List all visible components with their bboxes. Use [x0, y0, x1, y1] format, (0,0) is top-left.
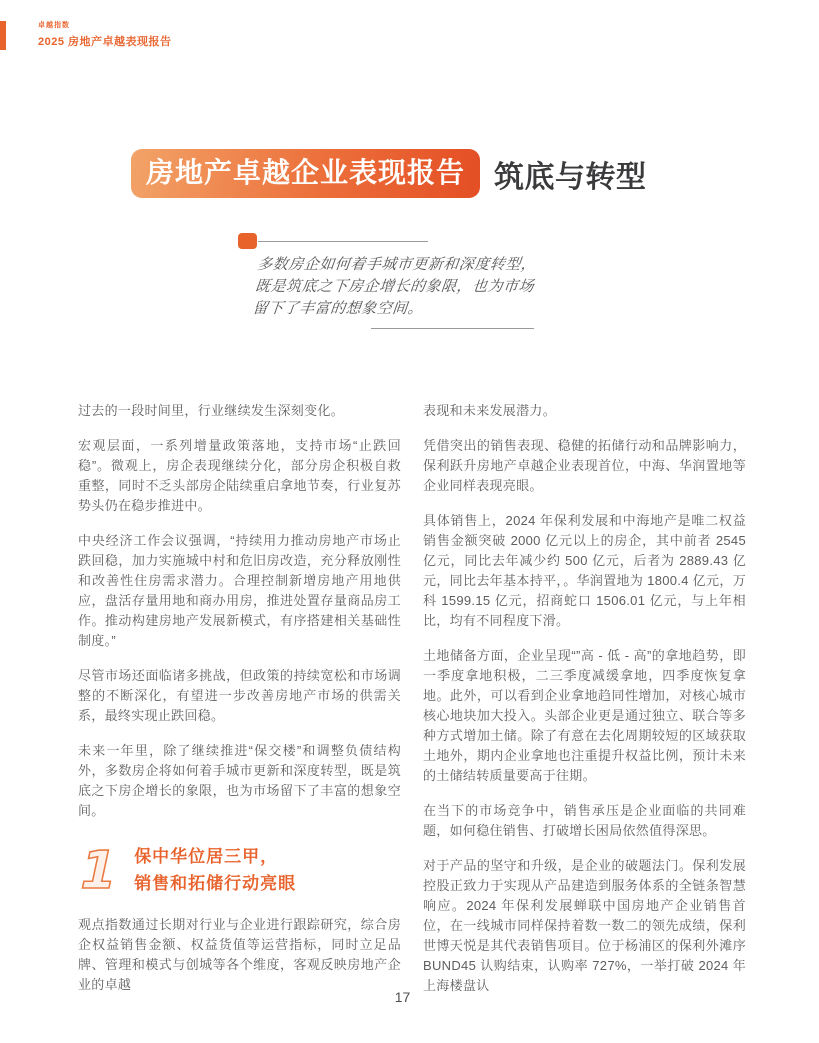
page-title	[131, 149, 647, 198]
body-paragraph: 在当下的市场竞争中，销售承压是企业面临的共同难题，如何稳住销售、打破增长困局依然值得深思。	[423, 803, 746, 838]
pull-quote	[238, 233, 538, 329]
brand-title: 2025 房地产卓越表现报告	[38, 36, 172, 48]
brand-text	[38, 20, 172, 50]
body-paragraph: 过去的一段时间里，行业继续发生深刻变化。	[78, 403, 345, 418]
body-paragraph: 表现和未来发展潜力。	[423, 403, 557, 418]
body-paragraph: 具体销售上，2024 年保利发展和中海地产是唯二权益销售金额突破 2000 亿元以上的房企，其中前者 2545 亿元，同比去年减少约 500 亿元，后者为 2889.43 亿元，同比去年基本持平，。华润置地为 1800.4 亿元，万科 1599.15 亿元，招商蛇口 1506.01 亿元，与上年相比，均有不同程度下滑。	[423, 513, 746, 628]
body-paragraph: 未来一年里，除了继续推进“保交楼”和调整负债结构外，多数房企将如何着手城市更新和深度转型，既是筑底之下房企增长的象限，也为市场留下了丰富的想象空间。	[78, 743, 401, 818]
section-title	[134, 843, 296, 897]
quote-bottom-rule	[371, 328, 534, 329]
body-paragraph: 中央经济工作会议强调，“持续用力推动房地产市场止跌回稳，加力实施城中村和危旧房改造，充分释放刚性和改善性住房需求潜力。合理控制新增房地产用地供应，盘活存量用地和商办用房，推进处置存量商品房工作。推动构建房地产发展新模式，有序搭建相关基础性制度。”	[78, 533, 401, 648]
pull-quote-header	[238, 233, 534, 249]
body-paragraph: 对于产品的坚守和升级，是企业的破题法门。保利发展控股正致力于实现从产品建造到服务体系的全链条智慧响应。2024 年保利发展蝉联中国房地产企业销售首位，在一线城市同样保持着数一数二的领先成绩，保利世博天悦是其代表销售项目。位于杨浦区的保利外滩序 BUND45 认购结束，认购率 727%，一举打破 2024 年上海楼盘认	[423, 858, 746, 993]
body-paragraph: 观点指数通过长期对行业与企业进行跟踪研究，综合房企权益销售金额、权益货值等运营指标，同时立足品牌、管理和模式与创城等各个维度，客观反映房地产企业的卓越	[78, 917, 401, 992]
brand-accent-bar	[0, 21, 6, 50]
pull-quote-text: 多数房企如何着手城市更新和深度转型，既是筑底之下房企增长的象限，也为市场留下了丰富的想象空间。	[251, 256, 538, 317]
quote-marker-icon	[238, 233, 257, 249]
left-column	[73, 401, 401, 1011]
quote-top-rule	[258, 241, 428, 242]
report-brand	[0, 20, 172, 50]
body-paragraph: 土地储备方面，企业呈现“”高 - 低 - 高”的拿地趋势，即一季度拿地积极，二三季度减缓拿地，四季度恢复拿地。此外，可以看到企业拿地趋同性增加，对核心城市核心地块加大投入。头部企业更是通过独立、联合等多种方式增加土储。除了有意在去化周期较短的区域获取土地外，期内企业拿地也注重提升权益比例，预计未来的土储结转质量要高于往期。	[423, 648, 746, 783]
body-columns	[73, 401, 746, 1011]
body-paragraph: 尽管市场还面临诸多挑战，但政策的持续宽松和市场调整的不断深化，有望进一步改善房地产市场的供需关系，最终实现止跌回稳。	[78, 668, 401, 723]
brand-subtitle: 卓越指数	[38, 22, 70, 29]
section-heading	[73, 841, 401, 901]
section-number: 1	[73, 841, 123, 901]
section-title-line-1: 保中华位居三甲，	[134, 847, 279, 866]
body-paragraph: 宏观层面，一系列增量政策落地，支持市场“止跌回稳”。微观上，房企表现继续分化，部分房企积极自救重整，同时不乏头部房企陆续重启拿地节奏，行业复苏势头仍在稳步推进中。	[78, 438, 401, 513]
title-banner: 房地产卓越企业表现报告	[131, 149, 480, 198]
section-title-line-2: 销售和拓储行动亮眼	[134, 874, 297, 893]
right-column	[423, 401, 746, 1011]
page-number: 17	[394, 989, 411, 1005]
body-paragraph: 凭借突出的销售表现、稳健的拓储行动和品牌影响力，保利跃升房地产卓越企业表现首位，中海、华润置地等企业同样表现亮眼。	[423, 438, 746, 493]
title-suffix: 筑底与转型	[494, 160, 647, 194]
